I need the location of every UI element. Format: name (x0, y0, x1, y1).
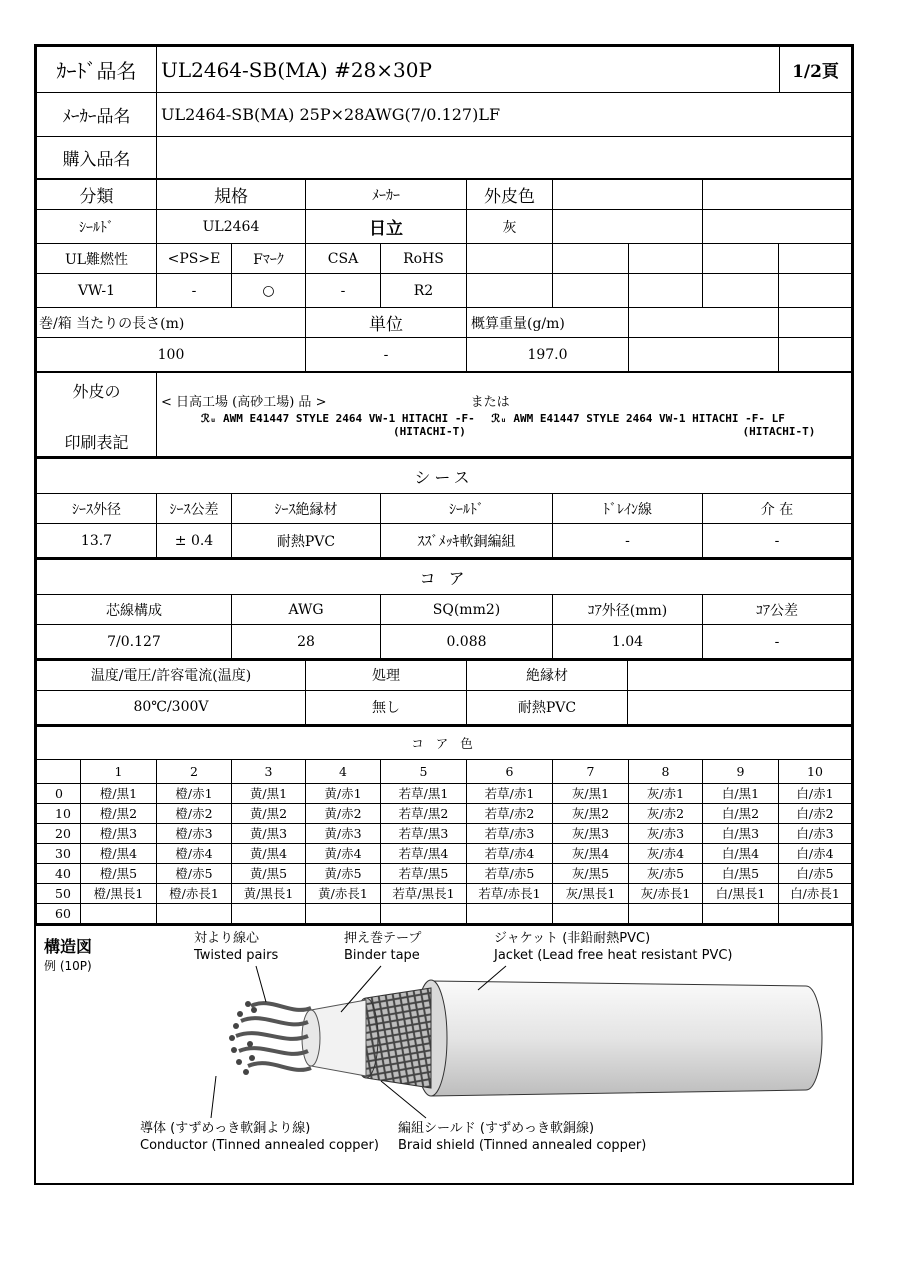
structure-diagram (36, 924, 852, 1171)
row-index: 0 (37, 783, 81, 803)
core-color-cell: 若草/赤1 (467, 783, 553, 803)
spec-sheet (34, 44, 854, 1185)
length-value-0: 100 (37, 338, 306, 372)
core-color-cell: 橙/黒5 (81, 863, 157, 883)
core-color-col-6: 6 (467, 759, 553, 783)
core-color-cell: 白/赤3 (779, 823, 852, 843)
core-color-cell: 橙/赤3 (157, 823, 232, 843)
core-color-cell: 若草/黒4 (381, 843, 467, 863)
std-value-1: - (157, 274, 232, 308)
core-color-cell (232, 903, 306, 923)
core-color-cell: 灰/黒4 (553, 843, 629, 863)
core-color-cell: 橙/黒3 (81, 823, 157, 843)
row-index: 30 (37, 843, 81, 863)
class-header-1: 規格 (157, 180, 306, 210)
sheath-header-0: ｼｰｽ外径 (37, 494, 157, 524)
core-color-cell: 灰/黒1 (553, 783, 629, 803)
row-index: 50 (37, 883, 81, 903)
core-color-cell: 灰/赤5 (629, 863, 703, 883)
length-header-1: 単位 (306, 308, 467, 338)
core-color-table (36, 725, 852, 924)
jacket-end (415, 980, 447, 1096)
structure-example: 例 (10P) (44, 958, 92, 973)
core-color-cell: 灰/黒3 (553, 823, 629, 843)
sheath-header-1: ｼｰｽ公差 (157, 494, 232, 524)
sheath-value-0: 13.7 (37, 524, 157, 558)
class-value-0: ｼｰﾙﾄﾞ (37, 210, 157, 244)
sheath-value-4: - (553, 524, 703, 558)
std-value-3: - (306, 274, 381, 308)
core-color-cell: 橙/赤長1 (157, 883, 232, 903)
conductor-en: Conductor (Tinned annealed copper) (140, 1137, 379, 1153)
core-color-cell: 黄/黒4 (232, 843, 306, 863)
core-color-col-9: 9 (703, 759, 779, 783)
table-row (37, 823, 852, 843)
sheath-header-3: ｼｰﾙﾄﾞ (381, 494, 553, 524)
core-color-cell: 橙/赤1 (157, 783, 232, 803)
core-color-cell: 橙/黒1 (81, 783, 157, 803)
core-color-cell (703, 903, 779, 923)
core-color-cell: 黄/赤2 (306, 803, 381, 823)
core-color-cell: 白/黒4 (703, 843, 779, 863)
structure-title: 構造図 (44, 936, 93, 956)
rating-header-2: 絶縁材 (467, 660, 628, 690)
core-color-cell (629, 903, 703, 923)
std-value-2: ○ (232, 274, 306, 308)
spec-grid (36, 179, 852, 372)
std-header-3: CSA (306, 244, 381, 274)
core-color-cell: 橙/黒4 (81, 843, 157, 863)
core-color-cell (467, 903, 553, 923)
class-value-2: 日立 (306, 210, 467, 244)
core-color-cell (381, 903, 467, 923)
row-index: 40 (37, 863, 81, 883)
core-color-cell: 灰/赤長1 (629, 883, 703, 903)
core-color-cell: 白/赤1 (779, 783, 852, 803)
ul-mark-icon: ℛᵤ (491, 412, 507, 425)
class-header-2: ﾒｰｶｰ (306, 180, 467, 210)
core-color-header-row (37, 759, 852, 783)
core-color-cell: 灰/赤3 (629, 823, 703, 843)
table-row (37, 783, 852, 803)
length-value-1: - (306, 338, 467, 372)
core-header-2: SQ(mm2) (381, 595, 553, 625)
row-index: 20 (37, 823, 81, 843)
core-color-cell: 黄/赤4 (306, 843, 381, 863)
core-color-col-2: 2 (157, 759, 232, 783)
core-value-1: 28 (232, 625, 381, 659)
core-color-cell: 若草/黒1 (381, 783, 467, 803)
length-header-0: 巻/箱 当たりの長さ(m) (37, 308, 306, 338)
printing-label-line2: 印刷表記 (64, 433, 129, 452)
sheath-title: シース (37, 458, 852, 494)
rating-table (36, 659, 852, 725)
braid-shield-label (398, 1120, 646, 1154)
conductor-label (140, 1120, 379, 1154)
core-color-title: コ ア 色 (37, 726, 852, 760)
core-color-cell: 黄/赤5 (306, 863, 381, 883)
binder-end (302, 1010, 320, 1066)
twisted-pairs-jp: 対より線心 (194, 930, 260, 946)
sheath-value-2: 耐熱PVC (232, 524, 381, 558)
core-color-cell: 白/黒長1 (703, 883, 779, 903)
core-color-cell: 橙/赤5 (157, 863, 232, 883)
sheath-header-2: ｼｰｽ絶縁材 (232, 494, 381, 524)
sheath-header-5: 介 在 (703, 494, 852, 524)
core-color-cell (306, 903, 381, 923)
purchase-name-label: 購入品名 (37, 137, 157, 179)
std-header-4: RoHS (381, 244, 467, 274)
core-color-cell: 橙/赤4 (157, 843, 232, 863)
twisted-pairs-label (194, 930, 278, 964)
core-header-4: ｺｱ公差 (703, 595, 852, 625)
core-color-cell: 若草/赤長1 (467, 883, 553, 903)
core-color-cell: 若草/赤4 (467, 843, 553, 863)
sheath-table (36, 457, 852, 558)
braid-shape (366, 988, 431, 1088)
core-value-4: - (703, 625, 852, 659)
core-value-3: 1.04 (553, 625, 703, 659)
core-color-cell: 橙/黒2 (81, 803, 157, 823)
core-color-col-7: 7 (553, 759, 629, 783)
core-color-cell: 黄/赤1 (306, 783, 381, 803)
table-row (37, 863, 852, 883)
print-text-b: AWM E41447 STYLE 2464 VW-1 HITACHI -F- LF (513, 412, 785, 425)
core-color-cell: 灰/黒5 (553, 863, 629, 883)
table-row (37, 903, 852, 923)
binder-tape-en: Binder tape (344, 947, 420, 963)
core-color-cell: 黄/黒1 (232, 783, 306, 803)
core-header-0: 芯線構成 (37, 595, 232, 625)
twisted-pairs-en: Twisted pairs (194, 947, 279, 963)
rating-value-0: 80℃/300V (37, 690, 306, 724)
purchase-name-value (157, 137, 852, 179)
printing-or: または (470, 395, 510, 410)
core-color-col-10: 10 (779, 759, 852, 783)
sheath-header-4: ﾄﾞﾚｲﾝ線 (553, 494, 703, 524)
jacket-en: Jacket (Lead free heat resistant PVC) (494, 947, 733, 963)
braid-shield-en: Braid shield (Tinned annealed copper) (398, 1137, 647, 1153)
core-color-cell (157, 903, 232, 923)
core-color-body (37, 783, 852, 923)
core-color-cell: 若草/黒2 (381, 803, 467, 823)
jacket-shape (431, 981, 822, 1096)
core-color-cell: 白/黒1 (703, 783, 779, 803)
core-value-2: 0.088 (381, 625, 553, 659)
rating-value-1: 無し (306, 690, 467, 724)
length-header-2: 概算重量(g/m) (467, 308, 629, 338)
core-color-cell: 黄/黒2 (232, 803, 306, 823)
core-color-col-5: 5 (381, 759, 467, 783)
rating-header-1: 処理 (306, 660, 467, 690)
page-number: 1/2頁 (780, 47, 852, 93)
core-color-cell: 若草/黒5 (381, 863, 467, 883)
core-color-cell: 黄/黒5 (232, 863, 306, 883)
core-color-cell: 白/赤長1 (779, 883, 852, 903)
leader-lines (211, 966, 506, 1118)
print-text-a2: (HITACHI-T) (393, 425, 466, 438)
core-color-cell: 若草/黒3 (381, 823, 467, 843)
core-color-cell: 白/黒2 (703, 803, 779, 823)
printing-label (37, 373, 157, 457)
core-color-cell: 黄/黒長1 (232, 883, 306, 903)
core-color-col-3: 3 (232, 759, 306, 783)
core-header-1: AWG (232, 595, 381, 625)
header-table (36, 46, 852, 179)
core-color-cell (779, 903, 852, 923)
core-color-cell: 若草/赤5 (467, 863, 553, 883)
maker-name-value: UL2464-SB(MA) 25P×28AWG(7/0.127)LF (157, 93, 852, 137)
binder-tape-label (344, 930, 421, 964)
core-color-cell (81, 903, 157, 923)
jacket-label (494, 930, 733, 964)
core-color-cell: 黄/赤長1 (306, 883, 381, 903)
core-title: コ ア (37, 559, 852, 595)
printing-factory: < 日高工場 (高砂工場) 品 > (161, 395, 327, 410)
core-color-cell: 灰/赤1 (629, 783, 703, 803)
braid-shield-jp: 編組シールド (すずめっき軟銅線) (398, 1120, 595, 1136)
std-value-4: R2 (381, 274, 467, 308)
row-index: 10 (37, 803, 81, 823)
sheath-value-5: - (703, 524, 852, 558)
conductor-jp: 導体 (すずめっき軟銅より線) (140, 1120, 311, 1136)
core-color-cell: 灰/黒長1 (553, 883, 629, 903)
title-value: UL2464-SB(MA) #28×30P (157, 47, 780, 93)
core-color-cell: 若草/赤2 (467, 803, 553, 823)
rating-value-2: 耐熱PVC (467, 690, 628, 724)
core-color-cell: 灰/黒2 (553, 803, 629, 823)
core-color-cell: 橙/黒長1 (81, 883, 157, 903)
table-row (37, 843, 852, 863)
binder-tape-jp: 押え巻テープ (344, 930, 422, 946)
sheath-value-1: ± 0.4 (157, 524, 232, 558)
print-text-b2: (HITACHI-T) (742, 425, 816, 438)
braid-end (354, 998, 378, 1078)
ul-mark-icon: ℛᵤ (201, 412, 217, 425)
jacket-jp: ジャケット (非鉛耐熱PVC) (494, 930, 651, 946)
core-color-cell (553, 903, 629, 923)
core-color-cell: 白/赤5 (779, 863, 852, 883)
sheath-value-3: ｽｽﾞﾒｯｷ軟銅編組 (381, 524, 553, 558)
core-color-col-4: 4 (306, 759, 381, 783)
core-color-cell: 灰/赤4 (629, 843, 703, 863)
std-value-0: VW-1 (37, 274, 157, 308)
core-color-cell: 黄/赤3 (306, 823, 381, 843)
row-index: 60 (37, 903, 81, 923)
table-row (37, 803, 852, 823)
core-color-col-8: 8 (629, 759, 703, 783)
core-header-3: ｺｱ外径(mm) (553, 595, 703, 625)
core-color-cell: 白/黒3 (703, 823, 779, 843)
twisted-pairs-shape (236, 1003, 311, 1070)
title-label: ｶｰﾄﾞ品名 (37, 47, 157, 93)
class-value-3: 灰 (467, 210, 553, 244)
conductor-ends (229, 1001, 257, 1075)
core-color-cell: 若草/赤3 (467, 823, 553, 843)
std-header-1: <PS>E (157, 244, 232, 274)
class-header-3: 外皮色 (467, 180, 553, 210)
rating-header-0: 温度/電圧/許容電流(温度) (37, 660, 306, 690)
printing-content (157, 373, 852, 457)
printing-table (36, 372, 852, 457)
maker-name-label: ﾒｰｶｰ品名 (37, 93, 157, 137)
core-value-0: 7/0.127 (37, 625, 232, 659)
printing-label-line1: 外皮の (72, 382, 121, 401)
core-color-cell: 白/赤4 (779, 843, 852, 863)
print-text-a: AWM E41447 STYLE 2464 VW-1 HITACHI -F- (223, 412, 475, 425)
core-color-cell: 橙/赤2 (157, 803, 232, 823)
core-color-cell: 白/黒5 (703, 863, 779, 883)
core-table (36, 558, 852, 659)
core-color-cell: 若草/黒長1 (381, 883, 467, 903)
class-value-1: UL2464 (157, 210, 306, 244)
std-header-2: Fﾏｰｸ (232, 244, 306, 274)
binder-shape (311, 1000, 366, 1076)
std-header-0: UL難燃性 (37, 244, 157, 274)
length-value-2: 197.0 (467, 338, 629, 372)
core-color-cell: 灰/赤2 (629, 803, 703, 823)
table-row (37, 883, 852, 903)
core-color-cell: 黄/黒3 (232, 823, 306, 843)
core-color-cell: 白/赤2 (779, 803, 852, 823)
core-color-col-1: 1 (81, 759, 157, 783)
class-header-0: 分類 (37, 180, 157, 210)
